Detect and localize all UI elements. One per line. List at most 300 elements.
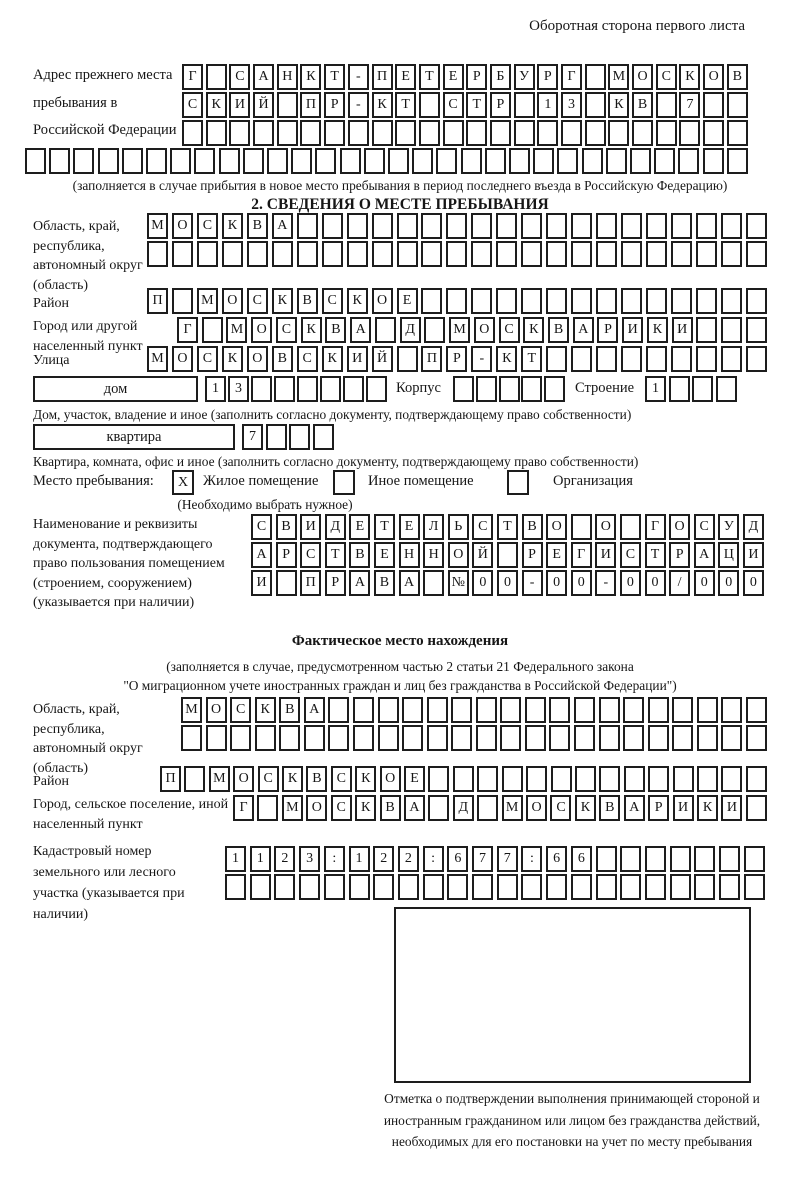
char-cell[interactable] [427, 697, 448, 723]
char-cell[interactable] [436, 148, 457, 174]
char-cell[interactable] [453, 376, 474, 402]
char-cell[interactable]: О [247, 346, 268, 372]
char-cell[interactable] [496, 213, 517, 239]
char-cell[interactable] [727, 92, 748, 118]
char-cell[interactable]: С [443, 92, 464, 118]
char-cell[interactable] [608, 120, 629, 146]
char-cell[interactable] [620, 514, 641, 540]
char-cell[interactable]: К [347, 288, 368, 314]
char-cell[interactable] [585, 120, 606, 146]
char-cell[interactable]: В [727, 64, 748, 90]
char-cell[interactable] [222, 241, 243, 267]
char-cell[interactable] [630, 148, 651, 174]
char-cell[interactable]: 0 [472, 570, 493, 596]
char-cell[interactable]: А [349, 570, 370, 596]
char-cell[interactable]: Й [253, 92, 274, 118]
char-cell[interactable]: К [255, 697, 276, 723]
char-cell[interactable] [443, 120, 464, 146]
char-cell[interactable] [646, 288, 667, 314]
char-cell[interactable] [623, 697, 644, 723]
char-cell[interactable] [671, 241, 692, 267]
char-cell[interactable]: И [721, 795, 742, 821]
char-cell[interactable]: - [348, 64, 369, 90]
char-cell[interactable] [654, 148, 675, 174]
char-cell[interactable] [451, 697, 472, 723]
char-cell[interactable]: В [632, 92, 653, 118]
char-cell[interactable] [546, 346, 567, 372]
char-cell[interactable] [490, 120, 511, 146]
char-cell[interactable] [378, 697, 399, 723]
char-cell[interactable] [267, 148, 288, 174]
char-cell[interactable] [692, 376, 713, 402]
char-cell[interactable]: Т [325, 542, 346, 568]
char-cell[interactable] [397, 346, 418, 372]
char-cell[interactable]: В [279, 697, 300, 723]
char-cell[interactable] [206, 120, 227, 146]
char-cell[interactable] [546, 874, 567, 900]
char-cell[interactable] [514, 92, 535, 118]
char-cell[interactable] [206, 725, 227, 751]
char-cell[interactable]: С [322, 288, 343, 314]
char-cell[interactable]: Ц [718, 542, 739, 568]
char-cell[interactable] [697, 725, 718, 751]
char-cell[interactable]: Р [597, 317, 618, 343]
char-cell[interactable]: 0 [645, 570, 666, 596]
char-cell[interactable]: Т [466, 92, 487, 118]
char-cell[interactable]: Г [182, 64, 203, 90]
char-cell[interactable] [419, 120, 440, 146]
char-cell[interactable]: И [622, 317, 643, 343]
char-cell[interactable]: М [209, 766, 230, 792]
char-cell[interactable]: С [230, 697, 251, 723]
char-cell[interactable] [721, 288, 742, 314]
char-cell[interactable]: Н [277, 64, 298, 90]
char-cell[interactable]: Г [177, 317, 198, 343]
char-cell[interactable] [746, 795, 767, 821]
char-cell[interactable]: С [182, 92, 203, 118]
char-cell[interactable] [471, 288, 492, 314]
char-cell[interactable]: Г [561, 64, 582, 90]
char-cell[interactable] [300, 120, 321, 146]
char-cell[interactable] [744, 874, 765, 900]
char-cell[interactable]: 7 [497, 846, 518, 872]
char-cell[interactable] [324, 874, 345, 900]
char-cell[interactable]: К [222, 346, 243, 372]
char-cell[interactable] [388, 148, 409, 174]
char-cell[interactable] [277, 120, 298, 146]
char-cell[interactable]: Г [233, 795, 254, 821]
char-cell[interactable]: Л [423, 514, 444, 540]
char-cell[interactable]: Т [419, 64, 440, 90]
char-cell[interactable]: 0 [546, 570, 567, 596]
char-cell[interactable]: 1 [250, 846, 271, 872]
char-cell[interactable]: 0 [743, 570, 764, 596]
char-cell[interactable]: 7 [242, 424, 263, 450]
char-cell[interactable] [696, 346, 717, 372]
char-cell[interactable]: И [673, 795, 694, 821]
char-cell[interactable] [247, 241, 268, 267]
char-cell[interactable] [670, 874, 691, 900]
char-cell[interactable] [596, 213, 617, 239]
char-cell[interactable] [509, 148, 530, 174]
char-cell[interactable] [521, 213, 542, 239]
char-cell[interactable]: С [300, 542, 321, 568]
char-cell[interactable]: Н [399, 542, 420, 568]
char-cell[interactable] [571, 874, 592, 900]
char-cell[interactable] [428, 795, 449, 821]
char-cell[interactable] [694, 874, 715, 900]
char-cell[interactable]: Д [325, 514, 346, 540]
char-cell[interactable]: Р [669, 542, 690, 568]
char-cell[interactable] [395, 120, 416, 146]
char-cell[interactable]: М [226, 317, 247, 343]
char-cell[interactable]: Д [400, 317, 421, 343]
char-cell[interactable]: О [251, 317, 272, 343]
char-cell[interactable]: А [624, 795, 645, 821]
char-cell[interactable]: С [197, 346, 218, 372]
char-cell[interactable] [551, 766, 572, 792]
char-cell[interactable]: О [380, 766, 401, 792]
char-cell[interactable] [297, 213, 318, 239]
char-cell[interactable]: 1 [537, 92, 558, 118]
char-cell[interactable] [746, 213, 767, 239]
char-cell[interactable] [428, 766, 449, 792]
char-cell[interactable]: О [306, 795, 327, 821]
char-cell[interactable] [719, 846, 740, 872]
char-cell[interactable]: 6 [546, 846, 567, 872]
char-cell[interactable] [225, 874, 246, 900]
char-cell[interactable] [172, 241, 193, 267]
char-cell[interactable]: Е [443, 64, 464, 90]
char-cell[interactable] [526, 766, 547, 792]
char-cell[interactable] [521, 874, 542, 900]
char-cell[interactable] [320, 376, 341, 402]
char-cell[interactable] [347, 241, 368, 267]
char-cell[interactable] [424, 317, 445, 343]
char-cell[interactable]: У [718, 514, 739, 540]
char-cell[interactable]: П [300, 570, 321, 596]
char-cell[interactable]: В [522, 514, 543, 540]
char-cell[interactable] [472, 874, 493, 900]
char-cell[interactable] [328, 697, 349, 723]
char-cell[interactable]: С [276, 317, 297, 343]
char-cell[interactable] [322, 213, 343, 239]
char-cell[interactable] [419, 92, 440, 118]
char-cell[interactable] [466, 120, 487, 146]
char-cell[interactable]: С [656, 64, 677, 90]
char-cell[interactable]: Ь [448, 514, 469, 540]
char-cell[interactable] [315, 148, 336, 174]
char-cell[interactable] [496, 288, 517, 314]
char-cell[interactable] [549, 725, 570, 751]
char-cell[interactable]: - [522, 570, 543, 596]
char-cell[interactable]: Г [571, 542, 592, 568]
char-cell[interactable] [297, 376, 318, 402]
char-cell[interactable]: А [304, 697, 325, 723]
char-cell[interactable] [671, 213, 692, 239]
char-cell[interactable]: А [404, 795, 425, 821]
char-cell[interactable]: А [694, 542, 715, 568]
char-cell[interactable] [521, 241, 542, 267]
char-cell[interactable]: - [348, 92, 369, 118]
char-cell[interactable]: Р [276, 542, 297, 568]
char-cell[interactable]: 3 [561, 92, 582, 118]
char-cell[interactable]: К [222, 213, 243, 239]
char-cell[interactable] [172, 288, 193, 314]
char-cell[interactable]: О [172, 346, 193, 372]
char-cell[interactable]: П [421, 346, 442, 372]
char-cell[interactable] [243, 148, 264, 174]
char-cell[interactable] [349, 874, 370, 900]
char-cell[interactable] [266, 424, 287, 450]
char-cell[interactable]: - [595, 570, 616, 596]
char-cell[interactable]: С [258, 766, 279, 792]
char-cell[interactable]: В [374, 570, 395, 596]
char-cell[interactable] [147, 241, 168, 267]
char-cell[interactable] [353, 697, 374, 723]
char-cell[interactable] [276, 570, 297, 596]
char-cell[interactable] [485, 148, 506, 174]
char-cell[interactable]: Р [522, 542, 543, 568]
char-cell[interactable] [719, 874, 740, 900]
char-cell[interactable]: В [276, 514, 297, 540]
char-cell[interactable]: Е [397, 288, 418, 314]
char-cell[interactable]: 7 [472, 846, 493, 872]
char-cell[interactable] [372, 241, 393, 267]
char-cell[interactable] [378, 725, 399, 751]
char-cell[interactable]: В [247, 213, 268, 239]
char-cell[interactable] [746, 697, 767, 723]
char-cell[interactable]: Е [399, 514, 420, 540]
char-cell[interactable] [721, 346, 742, 372]
char-cell[interactable] [646, 241, 667, 267]
char-cell[interactable]: М [147, 346, 168, 372]
char-cell[interactable]: 3 [228, 376, 249, 402]
char-cell[interactable] [694, 846, 715, 872]
char-cell[interactable] [219, 148, 240, 174]
char-cell[interactable]: О [233, 766, 254, 792]
char-cell[interactable]: К [697, 795, 718, 821]
char-cell[interactable]: М [197, 288, 218, 314]
char-cell[interactable] [670, 846, 691, 872]
char-cell[interactable] [521, 376, 542, 402]
char-cell[interactable] [646, 213, 667, 239]
char-cell[interactable]: К [206, 92, 227, 118]
char-cell[interactable] [421, 241, 442, 267]
char-cell[interactable]: Й [372, 346, 393, 372]
char-cell[interactable] [253, 120, 274, 146]
char-cell[interactable] [648, 697, 669, 723]
char-cell[interactable] [746, 346, 767, 372]
char-cell[interactable] [453, 766, 474, 792]
char-cell[interactable] [500, 725, 521, 751]
char-cell[interactable]: О [669, 514, 690, 540]
char-cell[interactable] [621, 213, 642, 239]
char-cell[interactable]: Д [743, 514, 764, 540]
char-cell[interactable]: 1 [205, 376, 226, 402]
char-cell[interactable] [497, 542, 518, 568]
char-cell[interactable] [679, 120, 700, 146]
char-cell[interactable]: В [272, 346, 293, 372]
char-cell[interactable] [648, 725, 669, 751]
char-cell[interactable]: С [499, 317, 520, 343]
char-cell[interactable]: Р [446, 346, 467, 372]
char-cell[interactable] [497, 874, 518, 900]
char-cell[interactable]: И [672, 317, 693, 343]
char-cell[interactable] [599, 725, 620, 751]
char-cell[interactable] [621, 241, 642, 267]
char-cell[interactable] [621, 346, 642, 372]
char-cell[interactable]: В [325, 317, 346, 343]
char-cell[interactable] [678, 148, 699, 174]
char-cell[interactable] [324, 120, 345, 146]
char-cell[interactable] [746, 317, 767, 343]
char-cell[interactable]: П [300, 92, 321, 118]
char-cell[interactable] [672, 725, 693, 751]
char-cell[interactable]: С [472, 514, 493, 540]
char-cell[interactable] [656, 92, 677, 118]
char-cell[interactable] [402, 725, 423, 751]
char-cell[interactable] [122, 148, 143, 174]
char-cell[interactable]: : [521, 846, 542, 872]
char-cell[interactable]: Р [325, 570, 346, 596]
char-cell[interactable] [477, 795, 498, 821]
char-cell[interactable]: О [632, 64, 653, 90]
char-cell[interactable] [471, 241, 492, 267]
char-cell[interactable]: 0 [694, 570, 715, 596]
char-cell[interactable] [279, 725, 300, 751]
char-cell[interactable] [49, 148, 70, 174]
char-cell[interactable]: Т [324, 64, 345, 90]
char-cell[interactable] [521, 288, 542, 314]
char-cell[interactable]: К [301, 317, 322, 343]
char-cell[interactable]: Т [374, 514, 395, 540]
char-cell[interactable]: О [206, 697, 227, 723]
char-cell[interactable]: Е [546, 542, 567, 568]
char-cell[interactable] [297, 241, 318, 267]
char-cell[interactable] [194, 148, 215, 174]
char-cell[interactable] [697, 697, 718, 723]
char-cell[interactable]: А [272, 213, 293, 239]
char-cell[interactable] [571, 288, 592, 314]
char-cell[interactable] [671, 346, 692, 372]
char-cell[interactable]: В [548, 317, 569, 343]
char-cell[interactable] [274, 376, 295, 402]
char-cell[interactable] [347, 213, 368, 239]
char-cell[interactable]: М [608, 64, 629, 90]
char-cell[interactable] [499, 376, 520, 402]
char-cell[interactable]: С [247, 288, 268, 314]
char-cell[interactable] [277, 92, 298, 118]
char-cell[interactable]: 2 [274, 846, 295, 872]
char-cell[interactable]: А [251, 542, 272, 568]
char-cell[interactable]: К [355, 766, 376, 792]
char-cell[interactable]: 7 [679, 92, 700, 118]
char-cell[interactable] [423, 874, 444, 900]
char-cell[interactable] [703, 148, 724, 174]
char-cell[interactable]: С [197, 213, 218, 239]
char-cell[interactable] [648, 766, 669, 792]
char-cell[interactable] [721, 317, 742, 343]
char-cell[interactable] [672, 697, 693, 723]
char-cell[interactable]: П [160, 766, 181, 792]
char-cell[interactable]: О [222, 288, 243, 314]
char-cell[interactable] [514, 120, 535, 146]
char-cell[interactable]: Т [395, 92, 416, 118]
char-cell[interactable] [274, 874, 295, 900]
char-cell[interactable] [366, 376, 387, 402]
char-cell[interactable] [502, 766, 523, 792]
char-cell[interactable] [146, 148, 167, 174]
char-cell[interactable] [546, 213, 567, 239]
char-cell[interactable]: К [355, 795, 376, 821]
char-cell[interactable]: М [449, 317, 470, 343]
char-cell[interactable] [624, 766, 645, 792]
char-cell[interactable]: 1 [349, 846, 370, 872]
char-cell[interactable] [229, 120, 250, 146]
char-cell[interactable]: Г [645, 514, 666, 540]
char-cell[interactable] [202, 317, 223, 343]
char-cell[interactable]: А [399, 570, 420, 596]
char-cell[interactable] [696, 241, 717, 267]
char-cell[interactable] [340, 148, 361, 174]
char-cell[interactable]: К [496, 346, 517, 372]
char-cell[interactable]: П [147, 288, 168, 314]
char-cell[interactable] [696, 288, 717, 314]
char-cell[interactable] [348, 120, 369, 146]
char-cell[interactable] [313, 424, 334, 450]
char-cell[interactable]: Т [645, 542, 666, 568]
char-cell[interactable] [397, 213, 418, 239]
char-cell[interactable] [585, 92, 606, 118]
char-cell[interactable] [575, 766, 596, 792]
char-cell[interactable] [599, 697, 620, 723]
char-cell[interactable]: У [514, 64, 535, 90]
char-cell[interactable] [375, 317, 396, 343]
char-cell[interactable]: 0 [620, 570, 641, 596]
char-cell[interactable]: К [523, 317, 544, 343]
char-cell[interactable]: С [331, 766, 352, 792]
char-cell[interactable] [746, 241, 767, 267]
char-cell[interactable] [596, 346, 617, 372]
char-cell[interactable]: С [620, 542, 641, 568]
char-cell[interactable] [632, 120, 653, 146]
char-cell[interactable] [620, 874, 641, 900]
char-cell[interactable]: К [647, 317, 668, 343]
char-cell[interactable] [182, 120, 203, 146]
char-cell[interactable] [328, 725, 349, 751]
char-cell[interactable]: С [229, 64, 250, 90]
char-cell[interactable] [525, 697, 546, 723]
char-cell[interactable]: Е [395, 64, 416, 90]
char-cell[interactable]: И [743, 542, 764, 568]
char-cell[interactable] [721, 241, 742, 267]
char-cell[interactable] [299, 874, 320, 900]
char-cell[interactable]: 3 [299, 846, 320, 872]
char-cell[interactable] [599, 766, 620, 792]
char-cell[interactable]: 1 [645, 376, 666, 402]
char-cell[interactable]: С [550, 795, 571, 821]
char-cell[interactable] [353, 725, 374, 751]
char-cell[interactable] [721, 213, 742, 239]
char-cell[interactable] [500, 697, 521, 723]
char-cell[interactable]: О [595, 514, 616, 540]
char-cell[interactable]: К [322, 346, 343, 372]
char-cell[interactable]: Е [374, 542, 395, 568]
char-cell[interactable] [525, 725, 546, 751]
char-cell[interactable] [427, 725, 448, 751]
char-cell[interactable] [727, 120, 748, 146]
